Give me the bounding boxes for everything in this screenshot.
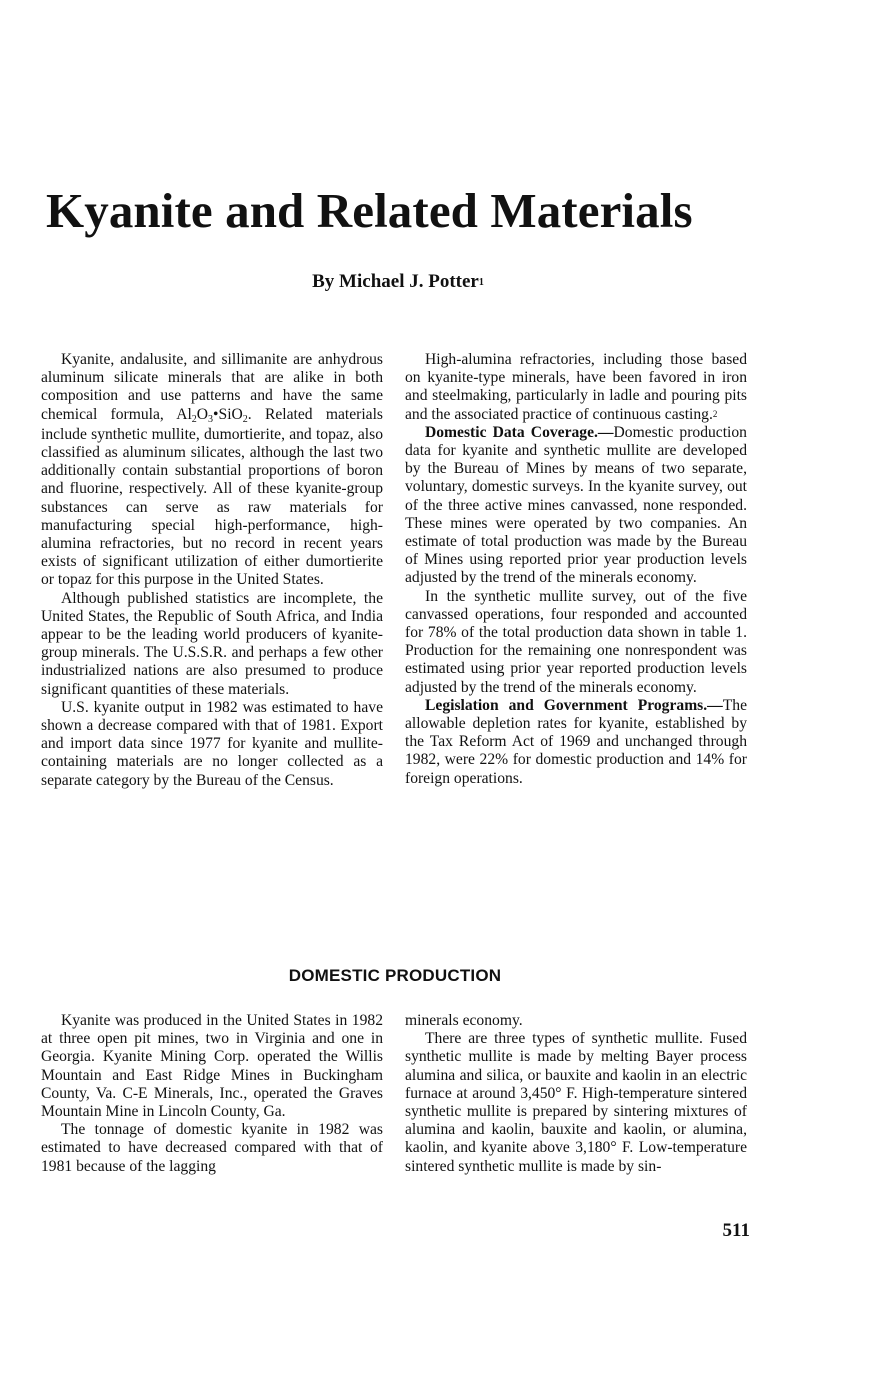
paragraph-mullite-survey: In the synthetic mullite survey, out of the five canvassed operations, four responded and accounted for 78% of the total production data shown in table 1. Production for the remaining one nonrespondent was estimated using prior year reported production levels adjusted by the trend of the minerals economy. — [405, 587, 747, 696]
paragraph-us-output: U.S. kyanite output in 1982 was estimated to have shown a decrease compared with that of 1981. Export and import data since 1977 for kyanite and mullite-containing materials are no longer collected as a separate category by the Bureau of the Census. — [41, 698, 383, 789]
left-column-top — [41, 351, 383, 790]
right-column-top — [405, 351, 747, 788]
paragraph-world-producers: Although published statistics are incomplete, the United States, the Republic of South Africa, and India appear to be the leading world producers of kyanite-group minerals. The U.S.S.R. and perhaps a few other industrialized nations are also presumed to produce significant quantities of these materials. — [41, 589, 383, 698]
footnote-ref-2: 2 — [712, 408, 718, 419]
paragraph-intro: Kyanite, andalusite, and sillimanite are anhydrous aluminum silicate minerals that are alike in both composition and use patterns and have the same chemical formula, $Al_2O_3•SiO_2$. Related materials include synthetic mullite, dumortierite, and topaz, also classified as aluminum silicates, although the last two additionally contain substantial proportions of boron and fluorine, respectively. All of these kyanite-group substances can serve as raw materials for manufacturing special high-performance, high-alumina refractories, but no record in recent years exists of significant utilization of either dumortierite or topaz for this purpose in the United States. — [41, 351, 383, 589]
paragraph-data-coverage: Domestic Data Coverage.—Domestic production data for kyanite and synthetic mullite are developed by the Bureau of Mines by means of two separate, voluntary, domestic surveys. In the kyanite survey, out of the three active mines canvassed, none responded. These mines were operated by two companies. An estimate of total production was made by the Bureau of Mines using reported prior year production levels adjusted by the trend of the minerals economy. — [405, 423, 747, 587]
author-name: By Michael J. Potter — [312, 271, 479, 292]
paragraph-synthetic-mullite-types: There are three types of synthetic mullite. Fused synthetic mullite is made by melting Bayer process alumina and silica, or bauxite and kaolin in an electric furnace at around 3,450° F. High-temperature sintered synthetic mullite is prepared by sintering mixtures of alumina and kaolin, bauxite and kaolin, or alumina, kaolin, and kyanite above 3,180° F. Low-temperature sintered synthetic mullite is made by sin- — [405, 1030, 747, 1175]
page-number: 511 — [722, 1220, 750, 1241]
chemical-formula: $Al_2O_3•SiO_2$ — [176, 405, 248, 425]
author-footnote-mark: 1 — [478, 277, 484, 288]
paragraph-tonnage: The tonnage of domestic kyanite in 1982 was estimated to have decreased compared with that of 1981 because of the lagging — [41, 1121, 383, 1175]
run-in-heading-data-coverage: Domestic Data Coverage.— — [425, 423, 614, 441]
left-column-bottom — [41, 1012, 383, 1176]
paragraph-legislation: Legislation and Government Programs.—The allowable depletion rates for kyanite, established by the Tax Reform Act of 1969 and unchanged through 1982, were 22% for domestic production and 14% for foreign operations. — [405, 696, 747, 787]
paragraph-continuation: minerals economy. — [405, 1012, 523, 1029]
paragraph-kyanite-production: Kyanite was produced in the United States in 1982 at three open pit mines, two in Virginia and one in Georgia. Kyanite Mining Corp. operated the Willis Mountain and East Ridge Mines in Buckingham County, Va. C-E Minerals, Inc., operated the Graves Mountain Mine in Lincoln County, Ga. — [41, 1012, 383, 1121]
right-column-bottom — [405, 1012, 747, 1176]
section-heading-domestic-production: DOMESTIC PRODUCTION — [288, 966, 502, 985]
page-title: Kyanite and Related Materials — [46, 183, 693, 238]
byline — [0, 268, 796, 296]
run-in-heading-legislation: Legislation and Government Programs.— — [425, 696, 723, 714]
paragraph-refractories: High-alumina refractories, including those based on kyanite-type minerals, have been favored in iron and steelmaking, particularly in ladle and pouring pits and the associated practice of continuous casting.$^2$ — [405, 351, 747, 423]
